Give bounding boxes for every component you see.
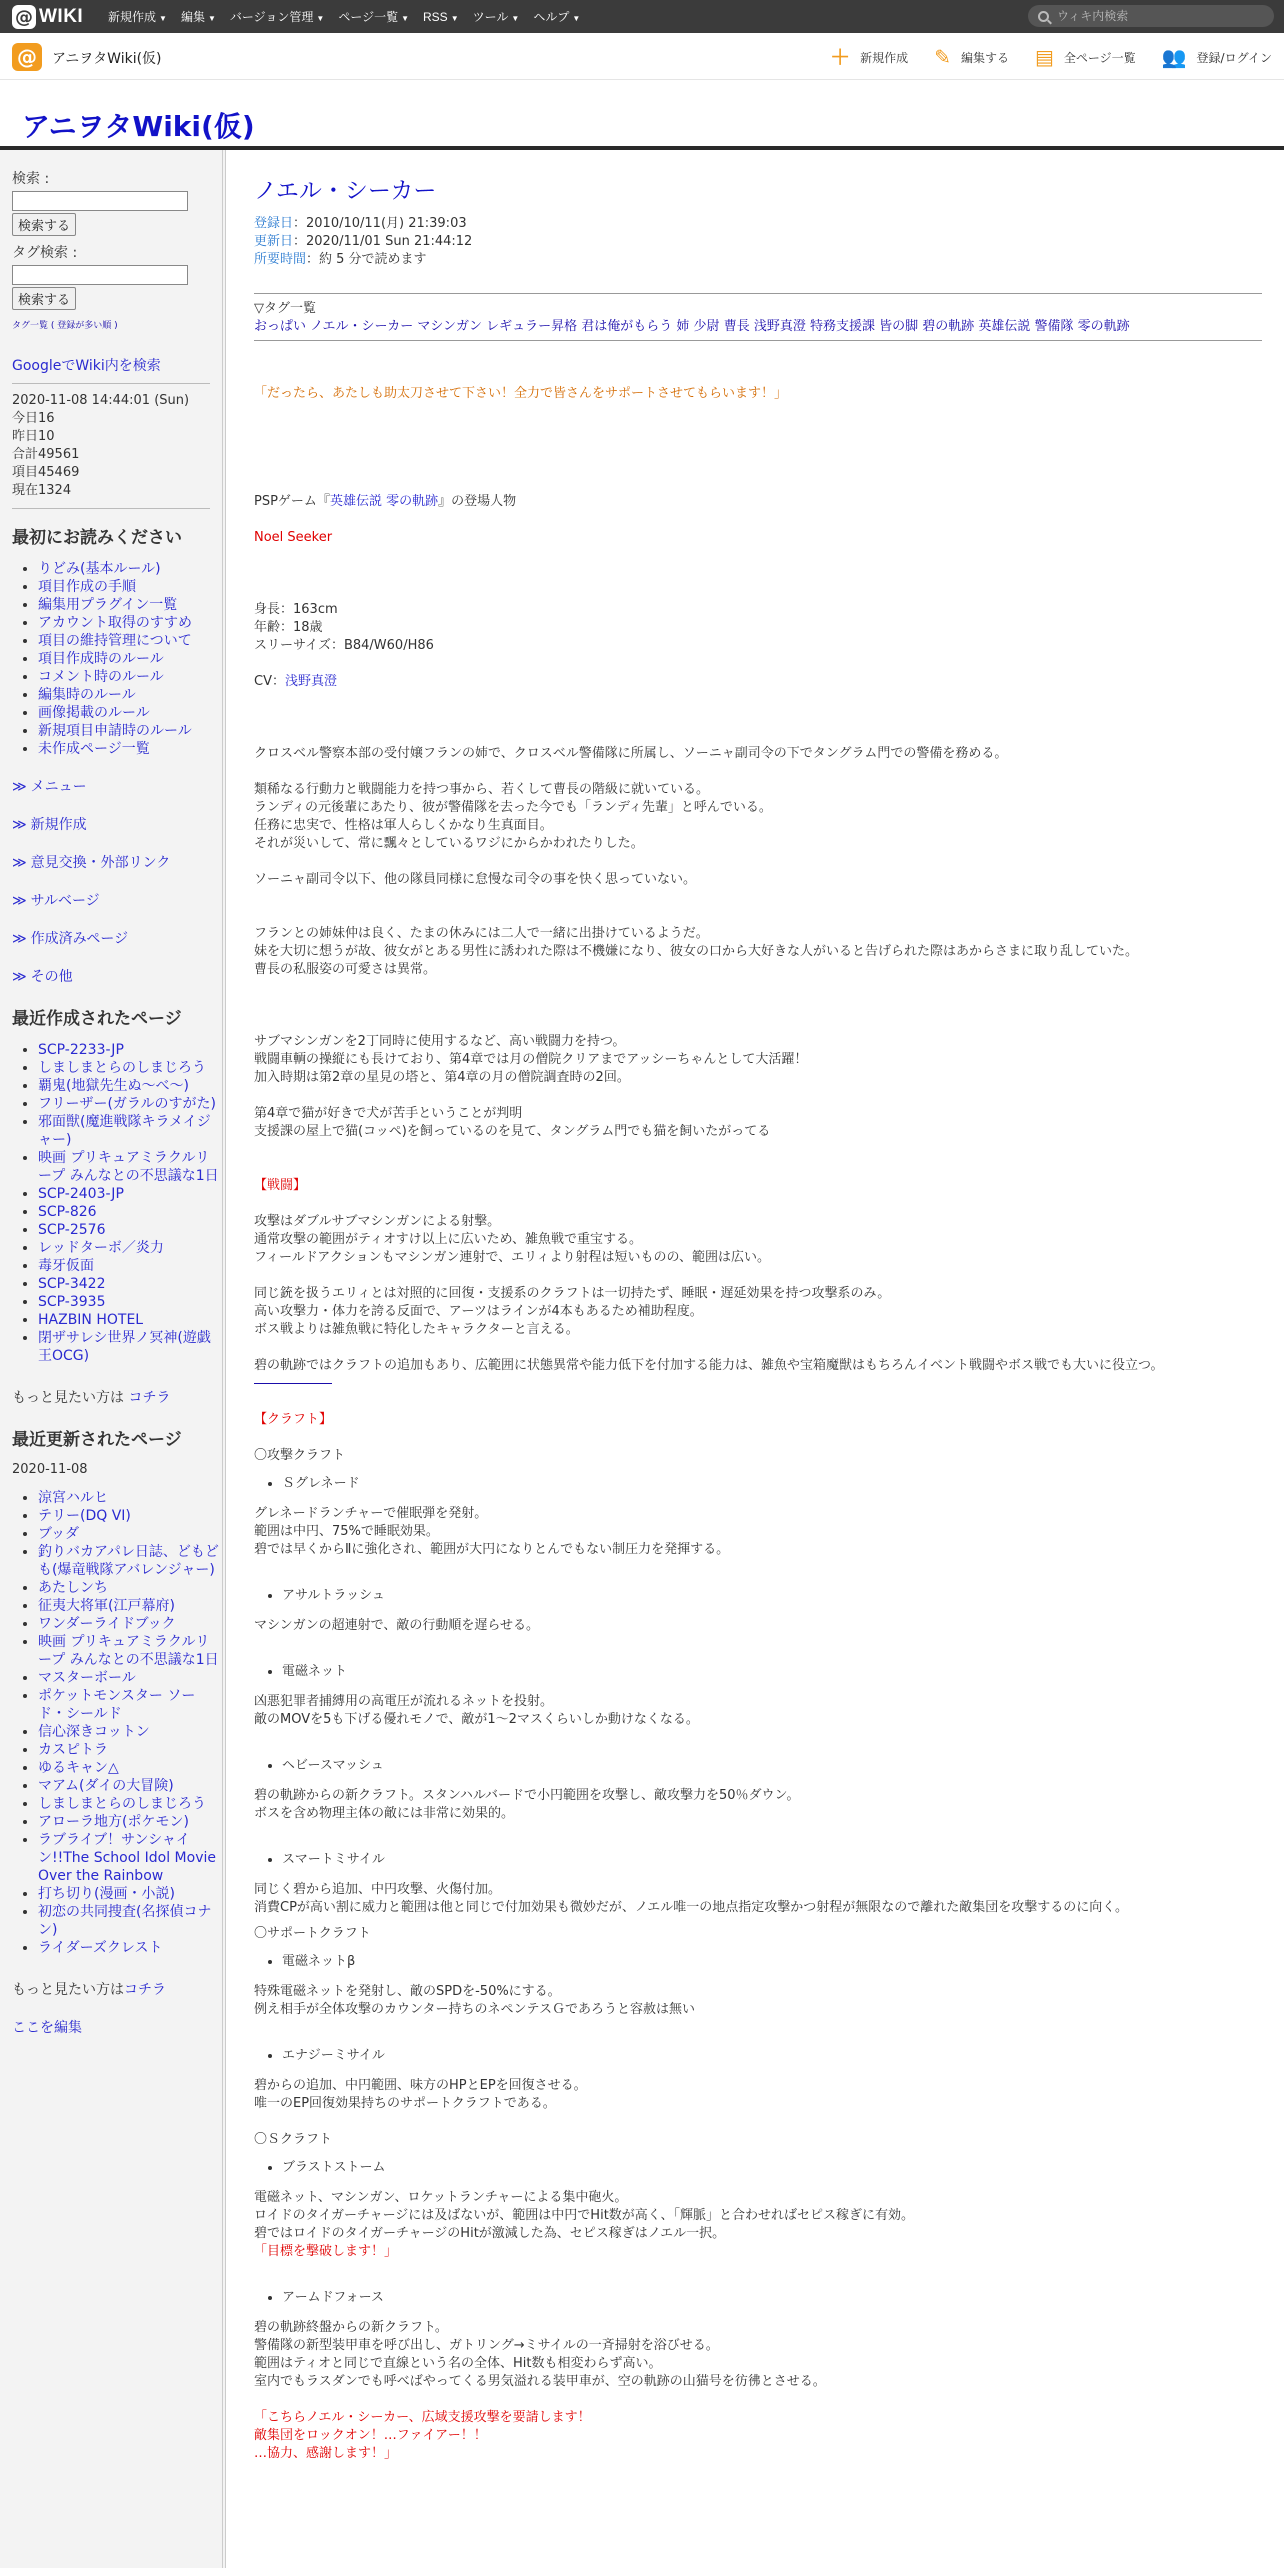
list-item[interactable]: • 項目作成の手順 xyxy=(38,578,222,596)
intro-line: PSPゲーム『英雄伝説 零の軌跡』の登場人物 xyxy=(254,494,517,509)
pencil-icon: ✎ xyxy=(934,45,951,69)
paragraph: 例え相手が全体攻撃のカウンター持ちのネペンテスＧであろうと容赦は無い xyxy=(254,2002,695,2017)
list-item[interactable]: • 映画 プリキュアミラクルリープ みんなとの不思議な1日 xyxy=(38,1633,222,1669)
list-item[interactable]: • 編集用プラグイン一覧 xyxy=(38,596,222,614)
double-chevron-icon: ≫ xyxy=(12,969,27,985)
tag-list[interactable]: おっぱい ノエル・シーカー マシンガン レギュラー昇格 君は俺がもらう 姉 少尉 曹長 浅野真澄 特務支援課 皆の脚 碧の軌跡 英雄伝説 警備隊 零の軌跡 xyxy=(254,319,1130,334)
opening-quote: 「だったら、あたしも助太刀させて下さい！全力で皆さんをサポートさせてもらいます！」 xyxy=(254,386,788,401)
list-item[interactable]: • 毒牙仮面 xyxy=(38,1257,222,1275)
paragraph: マシンガンの超連射で、敵の行動順を遅らせる。 xyxy=(254,1618,540,1633)
craft-name: • ヘビースマッシュ xyxy=(282,1757,1262,1775)
paragraph: 曹長の私服姿の可愛さは異常。 xyxy=(254,962,437,977)
menu-new[interactable]: 新規作成 ▼ xyxy=(108,10,167,24)
paragraph: それが災いして、常に飄々としているワジにからかわれたりした。 xyxy=(254,836,644,851)
paragraph: 妹を大切に想うが故、彼女がとある男性に誘われた際は不機嫌になり、彼女の口から大好きな人がいると告げられた際はあからさまに取り乱していた。 xyxy=(254,944,1139,959)
paragraph: クロスベル警察本部の受付嬢フランの姉で、クロスベル警備隊に所属し、ソーニャ副司令の下でタングラム門での警備を務める。 xyxy=(254,746,1008,761)
paragraph: 碧の軌跡からの新クラフト。スタンハルバードで小円範囲を攻撃し、敵攻撃力を50％ダウン。 xyxy=(254,1788,800,1803)
tag-search-button[interactable]: 検索する xyxy=(12,287,76,310)
paragraph: 戦闘車輌の操縦にも長けており、第4章では月の僧院クリアまでアッシーちゃんとして大活躍！ xyxy=(254,1052,808,1067)
site-actions xyxy=(830,43,1272,71)
paragraph: ボス戦よりは雑魚戦に特化したキャラクターと言える。 xyxy=(254,1322,579,1337)
paragraph: 敵のMOVを5も下げる優れモノで、敵が1～2マスくらいしか動けなくなる。 xyxy=(254,1712,699,1727)
list-item[interactable]: • 編集時のルール xyxy=(38,686,222,704)
craft-list xyxy=(254,2289,1262,2307)
craft-name: • ブラストストーム xyxy=(282,2159,1262,2177)
page-title: ノエル・シーカー xyxy=(254,178,437,204)
menu-edit[interactable]: 編集 ▼ xyxy=(180,10,216,24)
paragraph: 通常攻撃の範囲がティオすけ以上に広いため、雑魚戦で重宝する。 xyxy=(254,1232,643,1247)
plus-icon: ＋ xyxy=(830,45,851,69)
craft-category-support: 〇サポートクラフト xyxy=(254,1926,371,1941)
caret-down-icon: ▼ xyxy=(159,14,167,23)
sidebar-other-link[interactable]: ≫ その他 xyxy=(12,969,73,985)
paragraph: サブマシンガンを2丁同時に使用するなど、高い戦闘力を持つ。 xyxy=(254,1034,626,1049)
pages-icon: ▤ xyxy=(1034,45,1054,69)
quote: 敵集団をロックオン！…ファイアー！！ xyxy=(254,2428,487,2443)
craft-name: • アサルトラッシュ xyxy=(282,1587,1262,1605)
menu-pages[interactable]: ページ一覧 ▼ xyxy=(338,10,410,24)
double-chevron-icon: ≫ xyxy=(12,779,27,795)
list-item[interactable]: • 覇鬼(地獄先生ぬ～べ～) xyxy=(38,1077,222,1095)
list-item[interactable]: • マスターボール xyxy=(38,1669,222,1687)
paragraph: 第4章で猫が好きで犬が苦手ということが判明 xyxy=(254,1106,523,1121)
sidebar xyxy=(0,150,226,2568)
list-item[interactable]: • ポケットモンスター ソード・シールド xyxy=(38,1687,222,1723)
meta-readtime: 所要時間：約 5 分で読めます xyxy=(254,252,427,267)
more-updated: もっと見たい方はコチラ xyxy=(12,1982,166,1998)
paragraph: 碧からの追加、中円範囲、味方のHPとEPを回復させる。 xyxy=(254,2078,587,2093)
site-bar xyxy=(0,33,1284,80)
list-item[interactable]: • 信心深きコットン xyxy=(38,1723,222,1741)
list-item[interactable]: • テリー(DQ VI) xyxy=(38,1507,222,1525)
menu-rss[interactable]: RSS ▼ xyxy=(423,9,459,24)
search-label: 検索 : xyxy=(12,171,50,187)
craft-list xyxy=(254,1587,1262,1605)
read-first-heading: 最初にお読みください xyxy=(12,528,182,548)
stat-today: 今日16 xyxy=(12,411,55,426)
list-item[interactable]: • レッドターボ／炎力 xyxy=(38,1239,222,1257)
list-item[interactable]: • ライダーズクレスト xyxy=(38,1939,222,1957)
caret-down-icon: ▼ xyxy=(316,14,325,23)
height: 身長：163cm xyxy=(254,602,338,617)
tag-heading[interactable]: ▽タグ一覧 xyxy=(254,301,316,316)
at-logo-icon: @ xyxy=(12,5,36,29)
site-name[interactable]: アニヲタWiki(仮) xyxy=(52,51,162,67)
paragraph: 碧の軌跡ではクラフトの追加もあり、広範囲に状態異常や能力低下を付加する能力は、雑魚や宝箱魔獣はもちろんイベント戦闘やボス戦でも大いに役立つ。 xyxy=(254,1358,1164,1373)
double-chevron-icon: ≫ xyxy=(12,931,27,947)
list-item[interactable]: • 涼宮ハルヒ xyxy=(38,1489,222,1507)
craft-list xyxy=(254,1953,1262,1971)
meta-registered: 登録日：2010/10/11(月) 21:39:03 xyxy=(254,216,467,231)
craft-name: • 電磁ネットβ xyxy=(282,1953,1262,1971)
search-icon xyxy=(1038,11,1049,22)
sidebar-menu-link[interactable]: ≫ メニュー xyxy=(12,779,87,795)
list-item[interactable]: • SCP-2576 xyxy=(38,1221,222,1239)
sidebar-salvage-link[interactable]: ≫ サルベージ xyxy=(12,893,100,909)
site-logo-icon[interactable]: @ xyxy=(12,43,42,71)
list-item[interactable]: • りどみ(基本ルール) xyxy=(38,560,222,578)
paragraph: ランディの元後輩にあたり、彼が警備隊を去った今でも「ランディ先輩」と呼んでいる。 xyxy=(254,800,772,815)
list-item[interactable]: • アカウント取得のすすめ xyxy=(38,614,222,632)
all-pages-button[interactable]: ▤ 全ページ一覧 xyxy=(1034,45,1136,69)
list-item[interactable]: • 征夷大将軍(江戸幕府) xyxy=(38,1597,222,1615)
wiki-search-input[interactable] xyxy=(1057,9,1257,23)
list-item[interactable]: • 新規項目申請時のルール xyxy=(38,722,222,740)
list-item[interactable]: • SCP-826 xyxy=(38,1203,222,1221)
paragraph: 警備隊の新型装甲車を呼び出し、ガトリング→ミサイルの一斉掃射を浴びせる。 xyxy=(254,2338,719,2353)
divider xyxy=(12,383,210,384)
read-first-list xyxy=(12,560,222,758)
craft-name: • アームドフォース xyxy=(282,2289,1262,2307)
list-item[interactable]: • マアム(ダイの大冒険) xyxy=(38,1777,222,1795)
recent-created-list xyxy=(12,1041,222,1365)
edit-sidebar-link[interactable]: ここを編集 xyxy=(12,2020,82,2036)
quote: 「こちらノエル・シーカー、広域支援攻撃を要請します！ xyxy=(254,2410,591,2425)
list-item[interactable]: • 映画 プリキュアミラクルリープ みんなとの不思議な1日 xyxy=(38,1149,222,1185)
paragraph: 碧の軌跡終盤からの新クラフト。 xyxy=(254,2320,448,2335)
list-item[interactable]: • カスピトラ xyxy=(38,1741,222,1759)
list-item[interactable]: • しましまとらのしまじろう xyxy=(38,1059,222,1077)
paragraph: 室内でもラスダンでも呼べばやってくる男気溢れる装甲車が、空の軌跡の山猫号を彷彿とさせる。 xyxy=(254,2374,826,2389)
three-sizes: スリーサイズ：B84/W60/H86 xyxy=(254,638,434,653)
google-search-link[interactable]: GoogleでWiki内を検索 xyxy=(12,358,161,374)
more-updated-link[interactable]: コチラ xyxy=(124,1982,166,1998)
sidebar-created-link[interactable]: ≫ 作成済みページ xyxy=(12,931,129,947)
list-item[interactable]: • ラブライブ！サンシャイン!!The School Idol Movie Over the Rainbow xyxy=(38,1831,222,1885)
list-item[interactable]: • 項目作成時のルール xyxy=(38,650,222,668)
craft-list xyxy=(254,1663,1262,1681)
meta-updated: 更新日：2020/11/01 Sun 21:44:12 xyxy=(254,234,473,249)
recent-created-heading: 最近作成されたページ xyxy=(12,1009,182,1029)
wiki-title[interactable]: アニヲタWiki(仮) xyxy=(22,110,255,143)
new-page-button[interactable]: ＋ 新規作成 xyxy=(830,45,909,69)
more-created-link[interactable]: コチラ xyxy=(128,1390,171,1406)
double-chevron-icon: ≫ xyxy=(12,817,27,833)
list-item[interactable]: • SCP-2233-JP xyxy=(38,1041,222,1059)
divider xyxy=(12,508,210,509)
caret-down-icon: ▼ xyxy=(207,14,216,23)
sidebar-exchange-link[interactable]: ≫ 意見交換・外部リンク xyxy=(12,855,171,871)
craft-name: • 電磁ネット xyxy=(282,1663,1262,1681)
paragraph: 高い攻撃力・体力を誇る反面で、アーツはラインが4本もあるため補助程度。 xyxy=(254,1304,703,1319)
list-item[interactable]: • SCP-3935 xyxy=(38,1293,222,1311)
craft-list xyxy=(254,1851,1262,1869)
tag-search-input[interactable] xyxy=(12,265,188,285)
list-item[interactable]: • しましまとらのしまじろう xyxy=(38,1795,222,1813)
top-menu xyxy=(108,0,580,33)
list-item[interactable]: • コメント時のルール xyxy=(38,668,222,686)
paragraph: 範囲はティオと同じで直線という名の全体、Hit数も相変わらず高い。 xyxy=(254,2356,662,2371)
paragraph: 碧ではロイドのタイガーチャージのHitが激減した為、セピス稼ぎはノエル一択。 xyxy=(254,2226,726,2241)
logo-text: WIKI xyxy=(39,6,84,27)
tag-list-link[interactable]: タグ一覧 ( 登録が多い順 ) xyxy=(12,321,118,331)
cv-line: CV：浅野真澄 xyxy=(254,674,337,689)
list-item[interactable]: • あたしンち xyxy=(38,1579,222,1597)
cv-link[interactable]: 浅野真澄 xyxy=(284,674,337,689)
craft-category-s: 〇Ｓクラフト xyxy=(254,2132,333,2147)
list-item[interactable]: • HAZBIN HOTEL xyxy=(38,1311,222,1329)
paragraph: ボスを含め物理主体の敵には非常に効果的。 xyxy=(254,1806,515,1821)
list-item[interactable]: • 釣りバカアパレ日誌、どもども(爆竜戦隊アバレンジャー) xyxy=(38,1543,222,1579)
recent-updated-list xyxy=(12,1489,222,1957)
list-item[interactable]: • アローラ地方(ポケモン) xyxy=(38,1813,222,1831)
stat-items: 項目45469 xyxy=(12,465,80,480)
paragraph: 加入時期は第2章の星見の塔と、第4章の月の僧院調査時の2回。 xyxy=(254,1070,630,1085)
paragraph: 支援課の屋上で猫(コッペ)を飼っているのを見て、タングラム門でも猫を飼いたがってる xyxy=(254,1124,771,1139)
list-item[interactable]: • 閉ザサレシ世界ノ冥神(遊戯王OCG) xyxy=(38,1329,222,1365)
list-item[interactable]: • 打ち切り(漫画・小説) xyxy=(38,1885,222,1903)
list-item[interactable]: • フリーザー(ガラルのすがた) xyxy=(38,1095,222,1113)
menu-help[interactable]: ヘルプ ▼ xyxy=(533,10,581,24)
list-item[interactable]: • 未作成ページ一覧 xyxy=(38,740,222,758)
login-button[interactable]: 👥 登録/ログイン xyxy=(1161,45,1272,69)
recent-updated-date: 2020-11-08 xyxy=(12,1462,88,1477)
craft-name: • エナジーミサイル xyxy=(282,2047,1262,2065)
stat-total: 合計49561 xyxy=(12,447,80,462)
paragraph: ロイドのタイガーチャージには及ばないが、範囲は中円でHit数が高く、「輝脈」と合わせればセピス稼ぎに有効。 xyxy=(254,2208,915,2223)
english-name: Noel Seeker xyxy=(254,530,333,545)
quote: 「目標を撃破します！」 xyxy=(254,2244,398,2259)
craft-list xyxy=(254,1475,1262,1493)
paragraph: 特殊電磁ネットを発射し、敵のSPDを-50%にする。 xyxy=(254,1984,561,1999)
double-chevron-icon: ≫ xyxy=(12,893,27,909)
craft-list xyxy=(254,1757,1262,1775)
list-item[interactable]: • SCP-3422 xyxy=(38,1275,222,1293)
stat-current: 現在1324 xyxy=(12,483,72,498)
age: 年齢：18歳 xyxy=(254,620,323,635)
stat-yesterday: 昨日10 xyxy=(12,429,55,444)
caret-down-icon: ▼ xyxy=(401,14,410,23)
craft-list xyxy=(254,2159,1262,2177)
wiki-logo[interactable] xyxy=(12,4,83,30)
caret-down-icon: ▼ xyxy=(450,13,459,23)
more-created: もっと見たい方は コチラ xyxy=(12,1390,171,1406)
craft-name: • スマートミサイル xyxy=(282,1851,1262,1869)
list-item[interactable]: • ワンダーライドブック xyxy=(38,1615,222,1633)
paragraph: 碧では早くからⅡに強化され、範囲が大円になりとんでもない制圧力を発揮する。 xyxy=(254,1542,730,1557)
paragraph: 類稀なる行動力と戦闘能力を持つ事から、若くして曹長の階級に就いている。 xyxy=(254,782,710,797)
paragraph: 範囲は中円、75%で睡眠効果。 xyxy=(254,1524,439,1539)
sidebar-new-link[interactable]: ≫ 新規作成 xyxy=(12,817,87,833)
edit-button[interactable]: ✎ 編集する xyxy=(934,45,1009,69)
list-item[interactable]: • 初恋の共同捜査(名探偵コナン) xyxy=(38,1903,222,1939)
wiki-search-box xyxy=(1028,5,1274,27)
wiki-header xyxy=(0,81,1284,148)
paragraph: グレネードランチャーで催眠弾を発射。 xyxy=(254,1506,488,1521)
stat-datetime: 2020-11-08 14:44:01 (Sun) xyxy=(12,393,190,408)
list-item[interactable]: • ゆるキャン△ xyxy=(38,1759,222,1777)
sidebar-search-input[interactable] xyxy=(12,191,188,211)
tag-box xyxy=(254,300,1262,336)
paragraph: 同じ銃を扱うエリィとは対照的に回復・支援系のクラフトは一切持たず、睡眠・遅延効果を持つ攻撃系のみ。 xyxy=(254,1286,891,1301)
section-battle: 【戦闘】 xyxy=(254,1178,307,1193)
double-chevron-icon: ≫ xyxy=(12,855,27,871)
menu-version[interactable]: バージョン管理 ▼ xyxy=(229,10,325,24)
craft-list xyxy=(254,2047,1262,2065)
paragraph: 凶悪犯罪者捕縛用の高電圧が流れるネットを投射。 xyxy=(254,1694,554,1709)
list-item[interactable]: • ブッダ xyxy=(38,1525,222,1543)
caret-down-icon: ▼ xyxy=(572,14,581,23)
craft-category-attack: 〇攻撃クラフト xyxy=(254,1448,346,1463)
paragraph: フランとの姉妹仲は良く、たまの休みには二人で一緒に出掛けているようだ。 xyxy=(254,926,709,941)
quote: …協力、感謝します！」 xyxy=(254,2446,398,2461)
strike-line: ―――――― xyxy=(254,1376,332,1391)
paragraph: 任務に忠実で、性格は軍人らしくかなり生真面目。 xyxy=(254,818,553,833)
paragraph: 同じく碧から追加、中円攻撃、火傷付加。 xyxy=(254,1882,502,1897)
divider xyxy=(254,293,1262,294)
tag-search-label: タグ検索 : xyxy=(12,245,78,261)
menu-tools[interactable]: ツール ▼ xyxy=(472,10,520,24)
paragraph: フィールドアクションもマシンガン連射で、エリィより射程は短いものの、範囲は広い。 xyxy=(254,1250,771,1265)
paragraph: ソーニャ副司令以下、他の隊員同様に怠慢な司令の事を快く思っていない。 xyxy=(254,872,697,887)
list-item[interactable]: • SCP-2403-JP xyxy=(38,1185,222,1203)
recent-updated-heading: 最近更新されたページ xyxy=(12,1430,182,1450)
paragraph: 攻撃はダブルサブマシンガンによる射撃。 xyxy=(254,1214,501,1229)
paragraph: 消費CPが高い割に威力と範囲は他と同じで付加効果も微妙だが、ノエル唯一の地点指定攻撃かつ射程が無限なので離れた敵集団を攻撃するのに向く。 xyxy=(254,1900,1129,1915)
sidebar-search-button[interactable]: 検索する xyxy=(12,213,76,236)
top-navigation-bar xyxy=(0,0,1284,33)
section-craft: 【クラフト】 xyxy=(254,1412,333,1427)
list-item[interactable]: • 画像掲載のルール xyxy=(38,704,222,722)
user-add-icon: 👥 xyxy=(1161,45,1187,69)
paragraph: 電磁ネット、マシンガン、ロケットランチャーによる集中砲火。 xyxy=(254,2190,628,2205)
game-link[interactable]: 英雄伝説 零の軌跡 xyxy=(329,494,439,509)
paragraph: 唯一のEP回復効果持ちのサポートクラフトである。 xyxy=(254,2096,556,2111)
craft-name: • Ｓグレネード xyxy=(282,1475,1262,1493)
main-content xyxy=(240,150,1284,2568)
caret-down-icon: ▼ xyxy=(511,14,520,23)
list-item[interactable]: • 邪面獣(魔進戦隊キラメイジャー) xyxy=(38,1113,222,1149)
list-item[interactable]: • 項目の維持管理について xyxy=(38,632,222,650)
